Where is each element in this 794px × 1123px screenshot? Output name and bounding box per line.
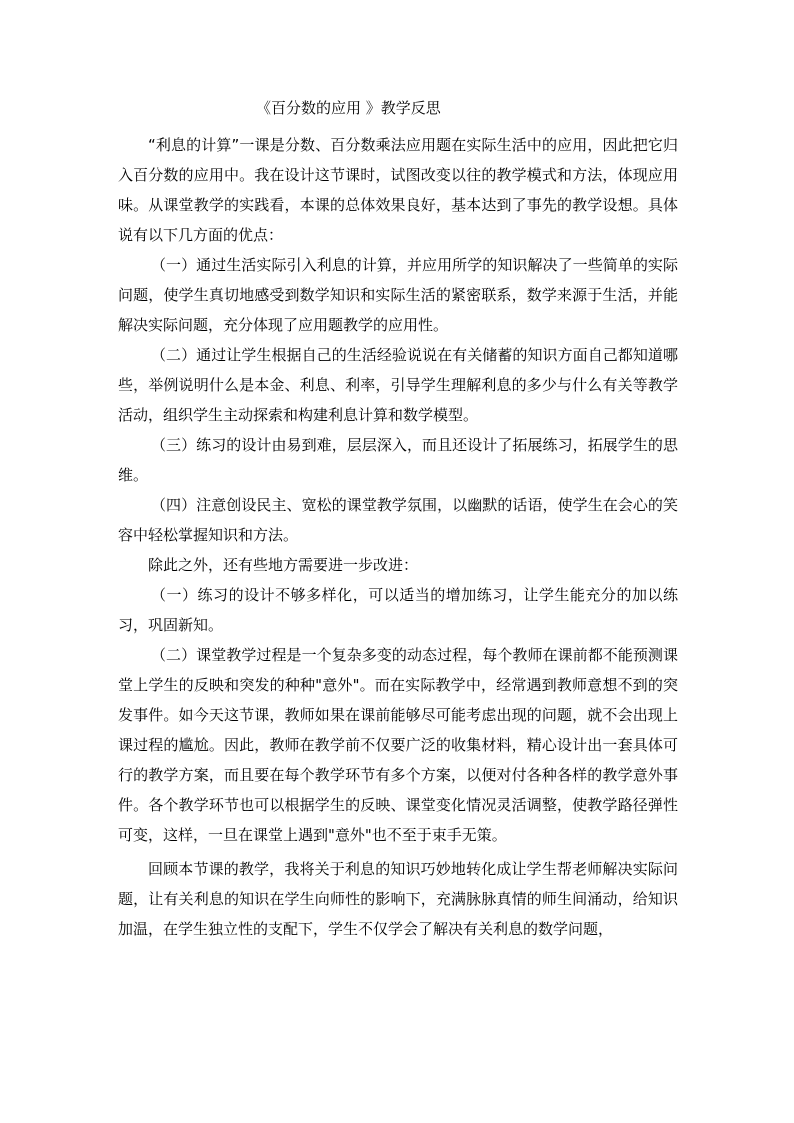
intro-paragraph: “利息的计算”一课是分数、百分数乘法应用题在实际生活中的应用，因此把它归入百分数的应用中。我在设计这节课时，试图改变以往的教学模式和方法，体现应用味。从课堂教学的实践看，本课的总体效果良好，基本达到了事先的教学设想。具体说有以下几方面的优点： — [118, 136, 678, 244]
document-title: 《百分数的应用 》教学反思 — [256, 99, 441, 117]
improvement-one-paragraph: （一）练习的设计不够多样化，可以适当的增加练习，让学生能充分的加以练习，巩固新知。 — [118, 586, 678, 634]
advantage-one-paragraph: （一）通过生活实际引入利息的计算，并应用所学的知识解决了一些简单的实际问题，使学生真切地感受到数学知识和实际生活的紧密联系，数学来源于生活，并能解决实际问题，充分体现了应用题教学的应用性。 — [118, 256, 678, 334]
improvement-two-paragraph: （二）课堂教学过程是一个复杂多变的动态过程，每个教师在课前都不能预测课堂上学生的反映和突发的种种"意外"。而在实际教学中，经常遇到教师意想不到的突发事件。如今天这节课，教师如果在课前能够尽可能考虑出现的问题，就不会出现上课过程的尴尬。因此，教师在教学前不仅要广泛的收集材料，精心设计出一套具体可行的教学方案，而且要在每个教学环节有多个方案，以便对付各种各样的教学意外事件。各个教学环节也可以根据学生的反映、课堂变化情况灵活调整，使教学路径弹性可变，这样，一旦在课堂上遇到"意外"也不至于束手无策。 — [118, 646, 678, 844]
advantage-four-paragraph: （四）注意创设民主、宽松的课堂教学氛围，以幽默的话语，使学生在会心的笑容中轻松掌握知识和方法。 — [118, 496, 678, 544]
improvement-intro-paragraph: 除此之外，还有些地方需要进一步改进： — [148, 556, 419, 574]
document-body — [118, 98, 678, 944]
advantage-three-paragraph: （三）练习的设计由易到难，层层深入，而且还设计了拓展练习，拓展学生的思维。 — [118, 436, 678, 484]
closing-paragraph: 回顾本节课的教学，我将关于利息的知识巧妙地转化成让学生帮老师解决实际问题，让有关利息的知识在学生向师性的影响下，充满脉脉真情的师生间涌动，给知识加温，在学生独立性的支配下，学生不仅学会了解决有关利息的数学问题， — [118, 860, 678, 938]
advantage-two-paragraph: （二）通过让学生根据自己的生活经验说说在有关储蓄的知识方面自己都知道哪些，举例说明什么是本金、利息、利率，引导学生理解利息的多少与什么有关等教学活动，组织学生主动探索和构建利息计算和数学模型。 — [118, 346, 678, 424]
